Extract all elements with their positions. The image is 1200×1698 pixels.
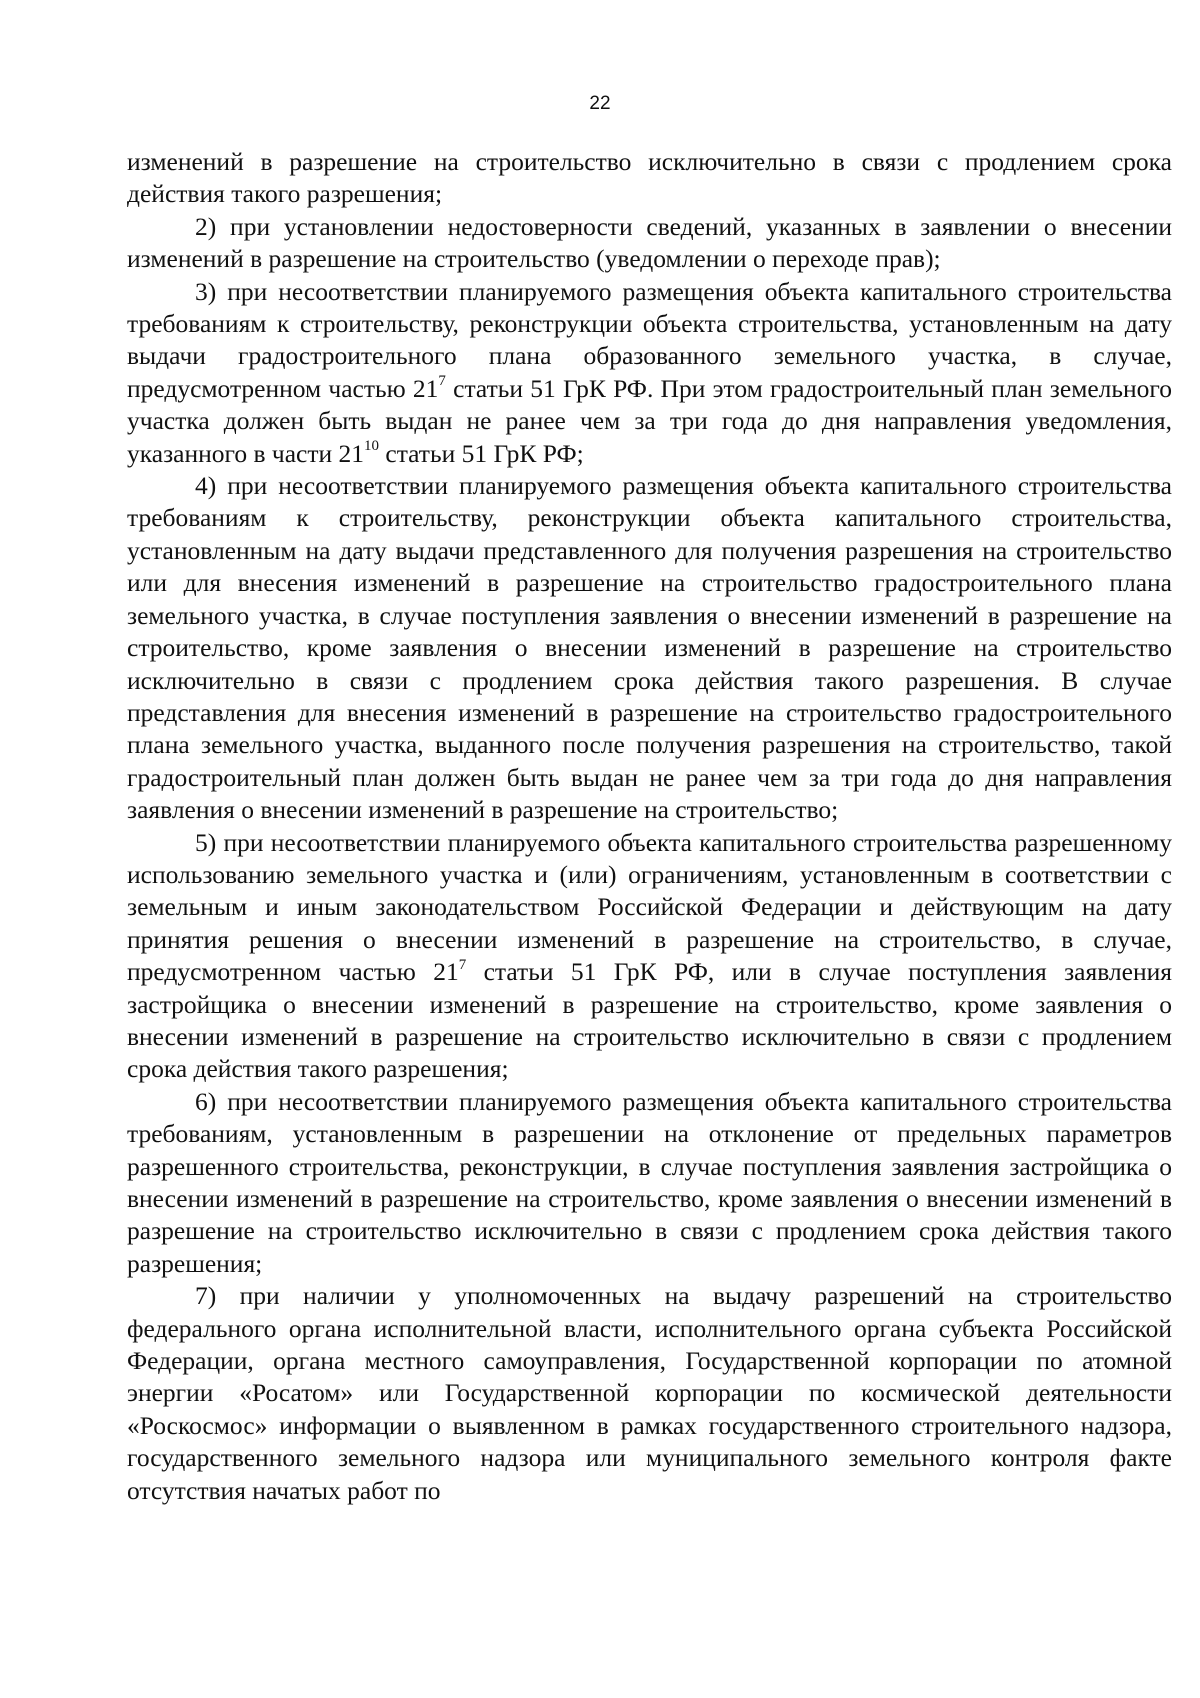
text-segment: 4) при несоответствии планируемого размещения объекта капитального строительства требованиям к строительству, реконструкции объекта капитального строительства, установленным на дату выдачи представленного для получения разрешения на строительство или для внесения изменений в разрешение на строительство градостроительного плана земельного участка, в случае поступления заявления о внесении изменений в разрешение на строительство, кроме заявления о внесении изменений в разрешение на строительство исключительно в связи с продлением срока действия такого разрешения. В случае представления для внесения изменений в разрешение на строительство градостроительного плана земельного участка, выданного после получения разрешения на строительство, такой градостроительный план должен быть выдан не ранее чем за три года до дня направления заявления о внесении изменений в разрешение на строительство; [127,471,1172,825]
page-number: 22 [589,93,611,114]
text-segment: 2) при установлении недостоверности сведений, указанных в заявлении о внесении изменений в разрешение на строительство (уведомлении о переходе прав); [127,211,1172,274]
paragraph [127,1086,1172,1280]
superscript: 7 [458,956,467,973]
paragraph [127,470,1172,826]
text-segment: 6) при несоответствии планируемого размещения объекта капитального строительства требованиям, установленным в разрешении на отклонение от предельных параметров разрешенного строительства, реконструкции, в случае поступления заявления застройщика о внесении изменений в разрешение на строительство, кроме заявления о внесении изменений в разрешение на строительство исключительно в связи с продлением срока действия такого разрешения; [127,1086,1172,1278]
text-segment: статьи 51 ГрК РФ; [379,438,584,468]
document-body [127,146,1172,1507]
text-segment: 3) при несоответствии планируемого размещения объекта капитального строительства требованиям к строительству, реконструкции объекта строительства, установленным на дату выдачи градостроительного плана образованного земельного участка, в случае, предусмотренном частью 21 [127,276,1172,403]
paragraph [127,1280,1172,1507]
superscript: 10 [364,438,379,455]
paragraph [127,146,1172,211]
paragraph [127,827,1172,1086]
superscript: 7 [438,373,446,390]
text-segment: 7) при наличии у уполномоченных на выдачу разрешений на строительство федерального органа исполнительной власти, исполнительного органа субъекта Российской Федерации, органа местного самоуправления, Государственной корпорации по атомной энергии «Росатом» или Государственной корпорации по космической деятельности «Роскосмос» информации о выявленном в рамках государственного строительного надзора, государственного земельного надзора или муниципального земельного контроля факте отсутствия начатых работ по [127,1281,1172,1505]
text-segment: 5) при несоответствии планируемого объекта капитального строительства разрешенному использованию земельного участка и (или) ограничениям, установленным в соответствии с земельным и иным законодательством Российской Федерации и действующим на дату принятия решения о внесении изменений в разрешение на строительство, в случае, предусмотренном частью 21 [127,827,1172,987]
paragraph [127,276,1172,470]
paragraph [127,211,1172,276]
text-segment: статьи 51 ГрК РФ, или в случае поступления заявления застройщика о внесении изменений в разрешение на строительство, кроме заявления о внесении изменений в разрешение на строительство исключительно в связи с продлением срока действия такого разрешения; [127,957,1172,1084]
text-segment: изменений в разрешение на строительство исключительно в связи с продлением срока действия такого разрешения; [127,147,1172,209]
text-segment: статьи 51 ГрК РФ. При этом градостроительный план земельного участка должен быть выдан не ранее чем за три года до дня направления уведомления, указанного в части 21 [127,373,1172,468]
